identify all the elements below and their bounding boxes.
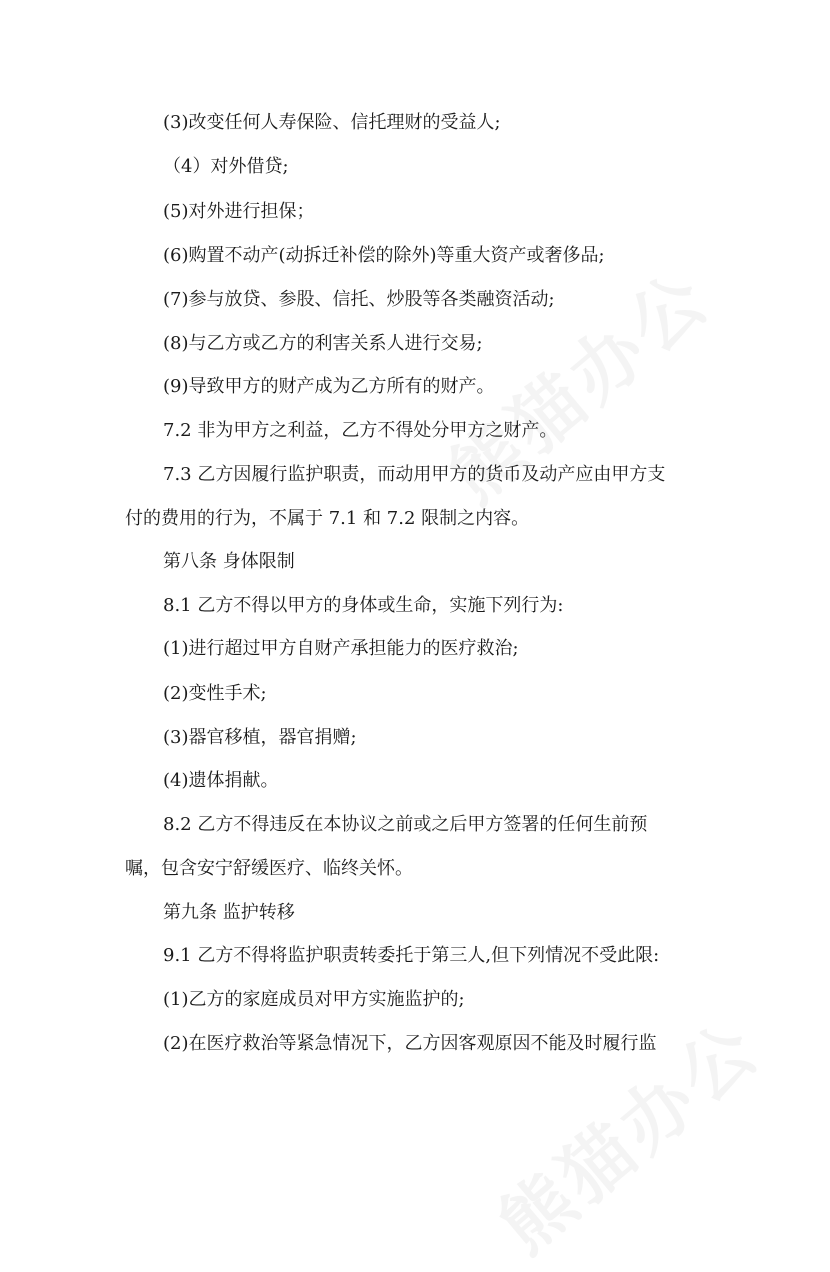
section-heading: 第八条 身体限制 [163,551,295,572]
text-line: （4）对外借贷; [163,156,289,177]
text-line: 嘱，包含安宁舒缓医疗、临终关怀。 [125,858,413,879]
text-line: (3)器官移植，器官捐赠; [163,727,357,748]
text-line: 7.3 乙方因履行监护职责，而动用甲方的货币及动产应由甲方支 [163,464,666,485]
text-line: (3)改变任何人寿保险、信托理财的受益人; [163,112,501,133]
text-line: 8.2 乙方不得违反在本协议之前或之后甲方签署的任何生前预 [163,814,648,835]
section-heading: 第九条 监护转移 [163,902,295,923]
text-line: (8)与乙方或乙方的利害关系人进行交易; [163,333,483,354]
text-line: (1)乙方的家庭成员对甲方实施监护的; [163,989,465,1010]
text-line: (4)遗体捐献。 [163,770,279,791]
text-line: 8.1 乙方不得以甲方的身体或生命，实施下列行为: [163,595,564,616]
text-line: (1)进行超过甲方自财产承担能力的医疗救治; [163,638,519,659]
text-line: (5)对外进行担保； [163,201,315,222]
text-line: 7.2 非为甲方之利益，乙方不得处分甲方之财产。 [163,420,558,441]
text-line: 9.1 乙方不得将监护职责转委托于第三人,但下列情况不受此限: [163,945,660,966]
text-line: (2)变性手术; [163,683,267,704]
text-line: (2)在医疗救治等紧急情况下，乙方因客观原因不能及时履行监 [163,1033,657,1054]
text-line: (9)导致甲方的财产成为乙方所有的财产。 [163,376,495,397]
text-line: (6)购置不动产(动拆迁补偿的除外)等重大资产或奢侈品; [163,245,605,266]
text-line: 付的费用的行为，不属于 7.1 和 7.2 限制之内容。 [125,508,530,529]
text-line: (7)参与放贷、参股、信托、炒股等各类融资活动; [163,289,555,310]
